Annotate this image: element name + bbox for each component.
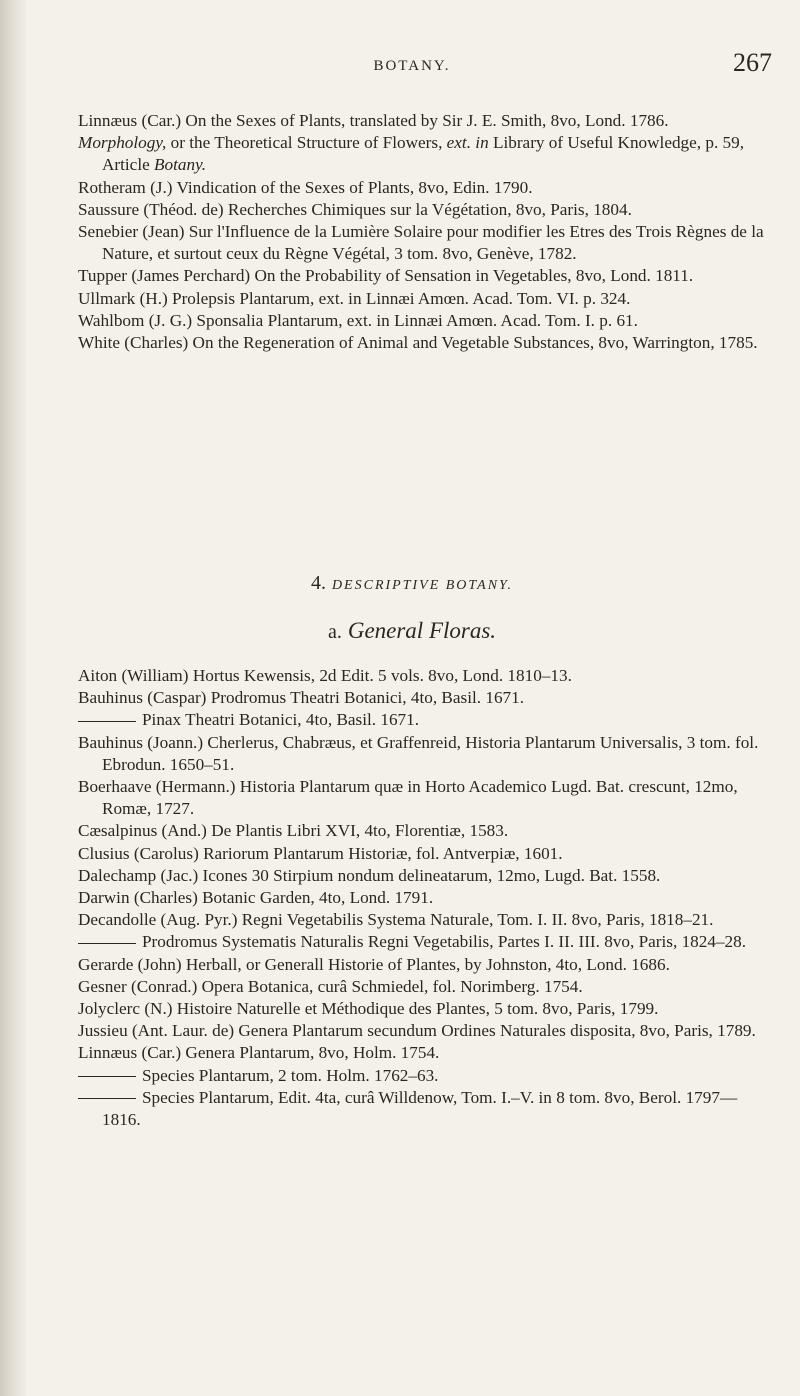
entry-text: or the Theoretical Structure of Flowers, [166, 133, 447, 153]
bibliography-entry [78, 887, 768, 909]
bibliography-entry [78, 310, 768, 332]
entry-text: Aiton (William) Hortus Kewensis, 2d Edit. 5 vols. 8vo, Lond. 1810–13. [78, 666, 572, 685]
bibliography-entry [78, 265, 768, 287]
bibliography-entry [78, 1020, 768, 1042]
entry-text: Library of Useful Knowledge, p. 59, Article [102, 133, 745, 175]
entry-text: Pinax Theatri Botanici, 4to, Basil. 1671. [142, 710, 420, 730]
entry-text: Jolyclerc (N.) Histoire Naturelle et Méthodique des Plantes, 5 tom. 8vo, Paris, 1799. [78, 999, 659, 1019]
entry-text: Species Plantarum, 2 tom. Holm. 1762–63. [142, 1065, 439, 1085]
entry-text: Linnæus (Car.) On the Sexes of Plants, translated by Sir J. E. Smith, 8vo, Lond. 1786. [78, 111, 669, 130]
bibliography-entry [78, 665, 768, 687]
running-head [48, 42, 776, 82]
bibliography-entry [78, 132, 768, 176]
entry-text: Cæsalpinus (And.) De Plantis Libri XVI, 4to, Florentiæ, 1583. [78, 821, 509, 841]
bibliography-entry [78, 843, 768, 865]
entry-text: Senebier (Jean) Sur l'Influence de la Lumière Solaire pour modifier les Etres des Trois Règnes de la Nature, et surtout ceux du Règne Végétal, 3 tom. 8vo, Genève, 1782. [78, 222, 764, 264]
page-number: 267 [733, 48, 772, 77]
bibliography-entry [78, 1065, 768, 1087]
book-page [48, 0, 776, 1396]
entry-text: Decandolle (Aug. Pyr.) Regni Vegetabilis Systema Naturale, Tom. I. II. 8vo, Paris, 1818–21. [78, 910, 714, 930]
section-heading [48, 572, 776, 595]
bibliography-entry [78, 954, 768, 976]
bibliography-entry [78, 865, 768, 887]
subsection-title: General Floras. [347, 618, 497, 643]
entry-text: Saussure (Théod. de) Recherches Chimiques sur la Végétation, 8vo, Paris, 1804. [78, 199, 632, 219]
bibliography-entry [78, 1042, 768, 1064]
entry-text: White (Charles) On the Regeneration of Animal and Vegetable Substances, 8vo, Warrington, 1785. [78, 333, 758, 353]
ditto-rule [78, 721, 136, 722]
entry-text: Clusius (Carolus) Rariorum Plantarum Historiæ, fol. Antverpiæ, 1601. [78, 843, 563, 863]
entry-text: Ullmark (H.) Prolepsis Plantarum, ext. in Linnæi Amœn. Acad. Tom. VI. p. 324. [78, 288, 631, 308]
subsection-letter: a. [327, 621, 342, 643]
bibliography-entry [78, 931, 768, 953]
book-gutter [0, 0, 26, 1396]
bibliography-entry [78, 732, 768, 776]
entry-text: Darwin (Charles) Botanic Garden, 4to, Lond. 1791. [78, 888, 434, 908]
subsection-heading [48, 618, 776, 644]
bibliography-entry [78, 288, 768, 310]
entry-text: Dalechamp (Jac.) Icones 30 Stirpium nondum delineatarum, 12mo, Lugd. Bat. 1558. [78, 865, 661, 885]
bibliography-entry [78, 687, 768, 709]
bibliography-entry [78, 820, 768, 842]
top-bibliography-list [78, 110, 768, 354]
bibliography-entry [78, 776, 768, 820]
entry-text: Gesner (Conrad.) Opera Botanica, curâ Schmiedel, fol. Norimberg. 1754. [78, 976, 583, 996]
section-title: DESCRIPTIVE BOTANY. [331, 578, 514, 593]
entry-title-italic: Morphology, [78, 133, 167, 153]
entry-text: Rotheram (J.) Vindication of the Sexes of Plants, 8vo, Edin. 1790. [78, 177, 533, 197]
entry-text: Wahlbom (J. G.) Sponsalia Plantarum, ext. in Linnæi Amœn. Acad. Tom. I. p. 61. [78, 310, 638, 330]
ditto-rule [78, 1076, 136, 1077]
entry-italic: ext. in [446, 133, 489, 153]
entry-text: Prodromus Systematis Naturalis Regni Vegetabilis, Partes I. II. III. 8vo, Paris, 1824–28. [142, 932, 747, 952]
entry-text: Tupper (James Perchard) On the Probability of Sensation in Vegetables, 8vo, Lond. 1811. [78, 266, 694, 286]
section-number: 4. [310, 572, 326, 594]
bibliography-entry [78, 709, 768, 731]
entry-text: Boerhaave (Hermann.) Historia Plantarum quæ in Horto Academico Lugd. Bat. crescunt, 12mo, Romæ, 1727. [78, 777, 738, 819]
entry-text: Jussieu (Ant. Laur. de) Genera Plantarum secundum Ordines Naturales disposita, 8vo, Paris, 1789. [78, 1021, 756, 1041]
bibliography-entry [78, 909, 768, 931]
entry-text: Bauhinus (Caspar) Prodromus Theatri Botanici, 4to, Basil. 1671. [78, 688, 525, 708]
entry-text: Linnæus (Car.) Genera Plantarum, 8vo, Holm. 1754. [78, 1043, 440, 1063]
bibliography-entry [78, 199, 768, 221]
bibliography-entry [78, 110, 768, 132]
running-title: BOTANY. [373, 58, 451, 74]
entry-italic: Botany. [154, 155, 207, 175]
ditto-rule [78, 943, 136, 944]
bibliography-entry [78, 998, 768, 1020]
entry-text: Gerarde (John) Herball, or Generall Historie of Plantes, by Johnston, 4to, Lond. 1686. [78, 954, 670, 974]
bibliography-entry [78, 177, 768, 199]
bibliography-entry [78, 332, 768, 354]
bibliography-entry [78, 1087, 768, 1131]
entry-text: Species Plantarum, Edit. 4ta, curâ Willdenow, Tom. I.–V. in 8 tom. 8vo, Berol. 1797—1816. [102, 1087, 738, 1130]
bibliography-entry [78, 221, 768, 265]
ditto-rule [78, 1098, 136, 1099]
bibliography-entry [78, 976, 768, 998]
entry-text: Bauhinus (Joann.) Cherlerus, Chabræus, et Graffenreid, Historia Plantarum Universalis, 3 tom. fol. Ebrodun. 1650–51. [78, 732, 759, 774]
bottom-bibliography-list [78, 665, 768, 1131]
